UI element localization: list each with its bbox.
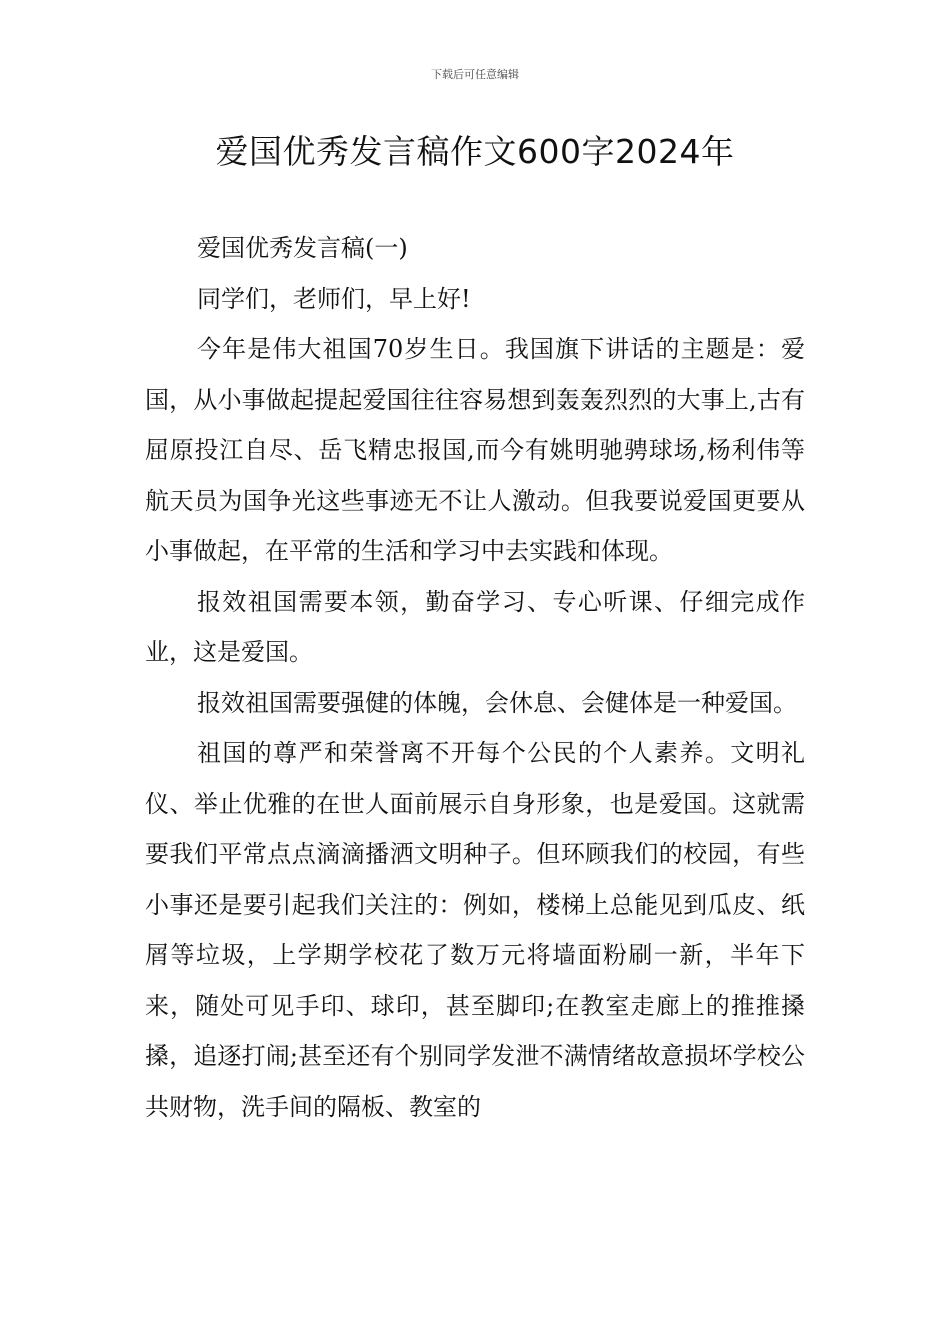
- document-body: [145, 223, 805, 1132]
- paragraph-health: 报效祖国需要强健的体魄，会休息、会健体是一种爱国。: [197, 688, 797, 717]
- paragraph-subtitle: 爱国优秀发言稿(一): [197, 234, 408, 262]
- header-note: 下载后可任意编辑: [431, 68, 519, 81]
- paragraph-greeting: 同学们，老师们，早上好!: [197, 284, 471, 313]
- document-title: 爱国优秀发言稿作文600字2024年: [215, 132, 735, 171]
- paragraph-intro: 今年是伟大祖国70岁生日。我国旗下讲话的主题是：爱国，从小事做起提起爱国往往容易想到轰轰烈烈的大事上,古有屈原投江自尽、岳飞精忠报国,而今有姚明驰骋球场,杨利伟等航天员为国争光这些事迹无不让人激动。但我要说爱国更要从小事做起，在平常的生活和学习中去实践和体现。: [145, 335, 805, 565]
- paragraph-study: 报效祖国需要本领，勤奋学习、专心听课、仔细完成作业，这是爱国。: [145, 587, 805, 666]
- paragraph-civility: 祖国的尊严和荣誉离不开每个公民的个人素养。文明礼仪、举止优雅的在世人面前展示自身形象，也是爱国。这就需要我们平常点点滴滴播洒文明种子。但环顾我们的校园，有些小事还是要引起我们关注的：例如，楼梯上总能见到瓜皮、纸屑等垃圾，上学期学校花了数万元将墙面粉刷一新，半年下来，随处可见手印、球印，甚至脚印;在教室走廊上的推推搡搡，追逐打闹;甚至还有个别同学发泄不满情绪故意损坏学校公共财物，洗手间的隔板、教室的: [145, 739, 805, 1121]
